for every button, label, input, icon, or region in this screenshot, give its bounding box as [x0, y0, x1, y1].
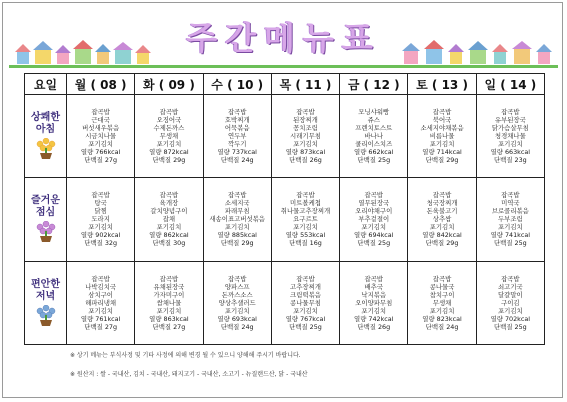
menu-item: 포기김치	[293, 140, 318, 149]
menu-item: 포기김치	[293, 306, 318, 315]
meal-label-cell	[25, 261, 67, 344]
menu-item: 열무된장국	[358, 199, 390, 208]
menu-item: 쌈채나물	[156, 298, 182, 307]
menu-item: 단백질 26g	[357, 322, 391, 331]
menu-item: 돈육불고기	[426, 207, 458, 216]
menu-item: 포기김치	[361, 306, 387, 315]
menu-item: 단백질 25g	[357, 156, 391, 165]
menu-item: 열량 767kcal	[285, 314, 326, 323]
menu-item: 오리야채구이	[355, 207, 393, 216]
meal-row	[25, 178, 545, 261]
menu-item: 시래기무침	[290, 132, 321, 141]
meal-row	[25, 261, 545, 344]
menu-item: 잡곡밥	[227, 274, 247, 283]
menu-item: 열량 863kcal	[149, 314, 189, 323]
menu-cell	[271, 261, 339, 344]
menu-item: 취나물고추장찌개	[280, 207, 331, 216]
menu-item: 파래무침	[224, 207, 250, 216]
menu-item: 새송이표고버섯볶음	[209, 215, 265, 224]
menu-item: 연두부	[227, 132, 247, 141]
menu-item: 단백질 24g	[220, 322, 254, 331]
menu-item: 열량 885kcal	[217, 231, 257, 240]
menu-body	[25, 95, 545, 345]
menu-item: 포기김치	[497, 140, 523, 149]
menu-item: 브로콜리볶음	[491, 207, 529, 216]
menu-item: 단백질 29g	[425, 239, 459, 248]
menu-item: 해파리냉채	[85, 298, 117, 307]
menu-item: 근대국	[91, 116, 110, 125]
flower-icon	[34, 221, 58, 243]
menu-item: 낙지볶음	[361, 290, 387, 299]
menu-item: 잡곡밥	[296, 108, 315, 117]
menu-item: 단백질 16g	[289, 239, 322, 248]
menu-item: 열량 842kcal	[422, 231, 462, 240]
menu-item: 열량 714kcal	[422, 148, 462, 157]
menu-item: 무생채	[432, 298, 452, 307]
menu-cell	[67, 261, 135, 344]
day-header: 수 ( 10 )	[203, 74, 271, 95]
menu-item: 잡곡밥	[432, 191, 452, 200]
menu-item: 소세지야채볶음	[420, 124, 464, 133]
menu-item: 꽁치조림	[293, 124, 318, 133]
menu-item: 열량 737kcal	[217, 148, 257, 157]
meal-label-text: 상쾌한	[31, 112, 60, 124]
note-origin: ※ 원산지 : 쌀 - 국내산, 김치 - 국내산, 돼지고기 - 국내산, 소고기 - 뉴질랜드산, 닭 - 국내산	[70, 371, 308, 378]
day-header: 목 ( 11 )	[271, 74, 339, 95]
menu-item: 단백질 25g	[357, 239, 391, 248]
flower-icon	[34, 138, 58, 160]
menu-item: 어묵볶음	[224, 124, 250, 133]
menu-item: 잡곡밥	[227, 108, 247, 117]
menu-item: 포기김치	[224, 306, 250, 315]
menu-item: 단백질 24g	[425, 322, 459, 331]
menu-item: 콩나물무침	[290, 298, 321, 307]
menu-item: 버섯새우볶음	[82, 124, 120, 133]
menu-item: 단백질 26g	[289, 156, 322, 165]
menu-item: 단백질 27g	[84, 322, 118, 331]
menu-item: 열량 662kcal	[354, 148, 394, 157]
menu-cell	[135, 95, 203, 178]
corner-cell: 요일	[25, 74, 67, 95]
menu-item: 오이양파무침	[355, 298, 393, 307]
menu-item: 무생채	[159, 132, 179, 141]
menu-item: 단백질 29g	[220, 239, 254, 248]
menu-cell	[476, 95, 544, 178]
menu-item: 청경채나물	[494, 132, 526, 141]
day-header: 화 ( 09 )	[135, 74, 203, 95]
page-title: 주간메뉴표	[186, 19, 381, 57]
menu-item: 열량 761kcal	[80, 314, 121, 323]
menu-item: 열량 702kcal	[490, 314, 531, 323]
menu-item: 단백질 24g	[220, 156, 254, 165]
menu-item: 열량 902kcal	[80, 231, 121, 240]
menu-item: 쿨리이스치즈	[355, 140, 393, 149]
menu-item: 열량 823kcal	[422, 314, 462, 323]
menu-item: 열량 663kcal	[490, 148, 531, 157]
menu-item: 된장찌개	[293, 116, 318, 125]
menu-cell	[408, 261, 476, 344]
menu-item: 단백질 25g	[289, 322, 322, 331]
menu-item: 요구르트	[293, 215, 318, 224]
meal-label-cell	[25, 178, 67, 261]
menu-item: 소세지국	[224, 199, 250, 208]
day-header: 토 ( 13 )	[408, 74, 476, 95]
menu-cell	[271, 178, 339, 261]
menu-item: 잡곡밥	[501, 274, 520, 283]
menu-item: 잡곡밥	[432, 108, 452, 117]
menu-cell	[135, 261, 203, 344]
menu-cell	[135, 178, 203, 261]
menu-item: 잡곡밥	[296, 191, 315, 200]
menu-item: 닭찜	[94, 207, 107, 216]
menu-item: 포기김치	[361, 223, 387, 232]
menu-item: 쥬스	[367, 116, 380, 125]
menu-item: 상추쌈	[432, 215, 452, 224]
menu-item: 배추국	[364, 282, 384, 291]
menu-item: 비름나물	[429, 132, 455, 141]
menu-item: 유부된장국	[494, 116, 526, 125]
menu-item: 프렌치토스트	[355, 124, 393, 133]
menu-cell	[203, 261, 271, 344]
menu-cell	[476, 178, 544, 261]
menu-item: 청국장찌개	[426, 199, 458, 208]
menu-item: 열량 766kcal	[80, 148, 121, 157]
menu-item: 바나나	[364, 132, 384, 141]
menu-item: 잡곡밥	[364, 274, 384, 283]
menu-item: 미역국	[501, 199, 520, 208]
menu-item: 열량 872kcal	[149, 148, 189, 157]
menu-item: 육개장	[159, 199, 179, 208]
menu-item: 포기김치	[429, 223, 455, 232]
menu-page	[2, 2, 563, 398]
menu-item: 열량 694kcal	[354, 231, 394, 240]
menu-item: 잡곡밥	[501, 191, 520, 200]
meal-label-text: 저녁	[35, 290, 56, 302]
menu-item: 열량 741kcal	[490, 231, 531, 240]
menu-item: 단백질 25g	[493, 239, 527, 248]
menu-item: 포기김치	[429, 306, 455, 315]
menu-item: 고추장찌개	[290, 282, 321, 291]
menu-cell	[203, 178, 271, 261]
menu-item: 시금치나물	[85, 132, 117, 141]
menu-item: 잡곡밥	[91, 191, 110, 200]
menu-item: 두부조림	[497, 215, 523, 224]
meal-label-text: 점심	[35, 207, 56, 219]
menu-item: 포기김치	[293, 223, 318, 232]
menu-item: 호박찌개	[224, 116, 250, 125]
meal-label-text: 편안한	[31, 278, 60, 290]
menu-item: 도라지	[91, 215, 110, 224]
menu-cell	[340, 178, 408, 261]
menu-item: 삼치구이	[88, 290, 113, 299]
menu-item: 포기김치	[497, 223, 523, 232]
menu-item: 열량 742kcal	[354, 314, 394, 323]
menu-item: 구이김	[501, 298, 520, 307]
menu-item: 오징어국	[156, 116, 182, 125]
menu-item: 수제돈까스	[153, 124, 185, 133]
menu-cell	[408, 95, 476, 178]
menu-cell	[340, 261, 408, 344]
meal-label-text: 아침	[35, 124, 56, 136]
menu-cell	[271, 95, 339, 178]
menu-item: 단백질 23g	[493, 156, 527, 165]
menu-item: 잡곡밥	[501, 108, 520, 117]
menu-item: 달걀말이	[497, 290, 523, 299]
day-header: 일 ( 14 )	[476, 74, 544, 95]
menu-item: 쇠고기국	[497, 282, 523, 291]
menu-item: 포기김치	[156, 140, 182, 149]
menu-item: 포기김치	[156, 306, 182, 315]
day-header: 월 ( 08 )	[67, 74, 135, 95]
menu-item: 단백질 27g	[152, 322, 186, 331]
menu-item: 잡곡밥	[227, 191, 247, 200]
menu-item: 잡곡밥	[364, 191, 384, 200]
header-row	[25, 74, 545, 95]
menu-cell	[340, 95, 408, 178]
menu-item: 잡곡밥	[159, 108, 179, 117]
flower-icon	[34, 305, 58, 327]
menu-item: 깍두기	[227, 140, 247, 149]
menu-item: 포기김치	[88, 306, 113, 315]
menu-item: 포기김치	[497, 306, 523, 315]
menu-cell	[408, 178, 476, 261]
menu-cell	[476, 261, 544, 344]
day-header: 금 ( 12 )	[340, 74, 408, 95]
menu-item: 잡곡밥	[159, 191, 179, 200]
menu-item: 포기김치	[224, 223, 250, 232]
menu-item: 잡곡밥	[432, 274, 452, 283]
menu-item: 단백질 30g	[152, 239, 186, 248]
menu-item: 포기김치	[156, 223, 182, 232]
menu-item: 갈치양념구이	[150, 207, 188, 216]
menu-item: 참치구이	[429, 290, 455, 299]
menu-cell	[67, 178, 135, 261]
menu-item: 포기김치	[88, 140, 113, 149]
menu-item: 포기김치	[88, 223, 113, 232]
menu-item: 단백질 25g	[493, 322, 527, 331]
menu-item: 잡곡밥	[91, 108, 110, 117]
menu-item: 닭가슴살무침	[491, 124, 529, 133]
meal-row	[25, 95, 545, 178]
menu-item: 양상추샐러드	[218, 298, 256, 307]
menu-item: 돈까스소스	[221, 290, 253, 299]
menu-item: 열량 862kcal	[149, 231, 189, 240]
menu-item: 잡채	[162, 215, 176, 224]
menu-item: 유채된장국	[153, 282, 185, 291]
note-change-notice: ※ 상기 메뉴는 부식사정 및 기타 사정에 의해 변경 될 수 있으니 양해해 주시기 바랍니다.	[70, 352, 301, 359]
header	[3, 3, 564, 67]
menu-item: 나박김치국	[85, 282, 117, 291]
menu-item: 포기김치	[429, 140, 455, 149]
menu-cell	[203, 95, 271, 178]
houses-right-illustration	[398, 38, 558, 66]
notes	[70, 351, 550, 389]
menu-cell	[67, 95, 135, 178]
menu-item: 부추겉절이	[358, 215, 390, 224]
menu-item: 모닝샤워빵	[358, 108, 390, 117]
menu-item: 열량 553kcal	[285, 231, 326, 240]
menu-item: 탕국	[94, 199, 107, 208]
menu-item: 잡곡밥	[91, 274, 110, 283]
menu-item: 잡곡밥	[159, 274, 179, 283]
menu-item: 콩나물국	[429, 282, 455, 291]
menu-item: 단백질 29g	[425, 156, 459, 165]
menu-item: 미트볼케첩	[290, 199, 321, 208]
menu-item: 잡곡밥	[296, 274, 315, 283]
weekly-menu-table	[24, 73, 545, 345]
menu-item: 크림떡볶음	[290, 290, 321, 299]
menu-item: 단백질 29g	[152, 156, 186, 165]
menu-item: 양파스프	[224, 282, 250, 291]
menu-item: 열량 873kcal	[285, 148, 326, 157]
menu-item: 단백질 32g	[84, 239, 118, 248]
meal-label-cell	[25, 95, 67, 178]
menu-item: 북어국	[432, 116, 452, 125]
meal-label-text: 즐거운	[31, 195, 60, 207]
menu-item: 열량 693kcal	[217, 314, 257, 323]
grass-divider	[9, 65, 558, 68]
menu-item: 가자미구이	[153, 290, 185, 299]
menu-item: 단백질 27g	[84, 156, 118, 165]
